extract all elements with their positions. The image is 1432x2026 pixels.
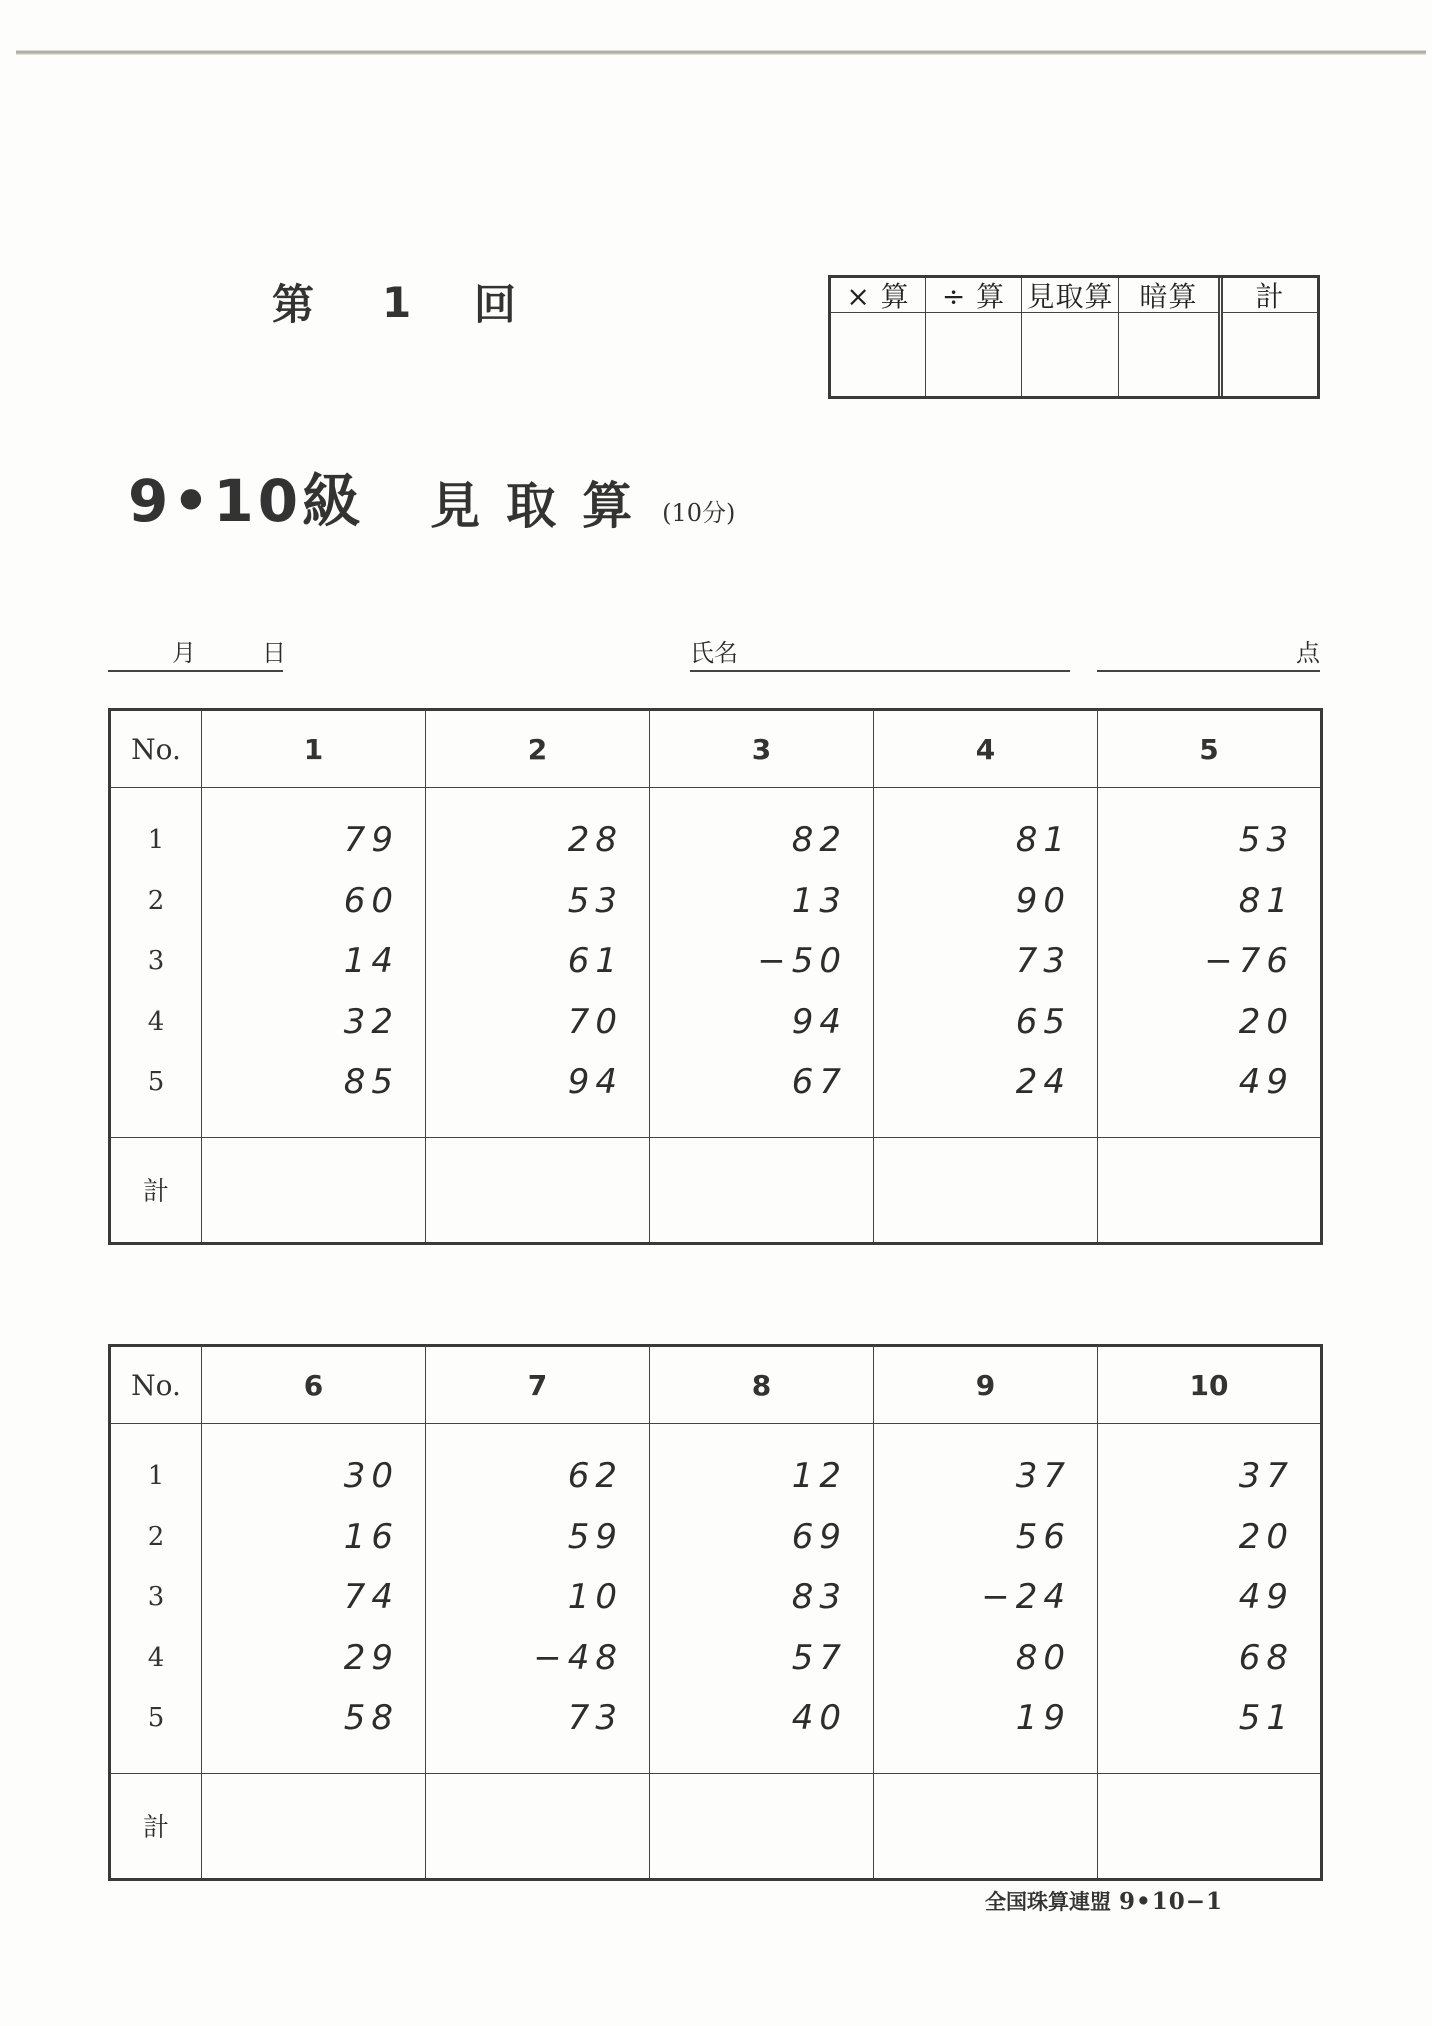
day-label: 日 (262, 639, 286, 667)
value: 59 (567, 1516, 623, 1557)
problem-column-5 (1098, 788, 1322, 1138)
total-label: 計 (110, 1137, 202, 1243)
table-data-row (110, 1424, 1322, 1774)
answer-cell[interactable] (650, 1773, 874, 1879)
value: 81 (1015, 820, 1071, 860)
score-col-multiplication (831, 278, 926, 396)
row-label: 2 (147, 885, 165, 916)
value: 29 (343, 1637, 399, 1678)
problem-number: 4 (874, 710, 1098, 788)
value: 10 (567, 1577, 623, 1617)
date-field[interactable] (108, 636, 286, 672)
row-label: 4 (147, 1006, 165, 1037)
points-field[interactable] (1097, 636, 1320, 672)
value: 30 (343, 1456, 399, 1496)
score-cell[interactable] (926, 313, 1021, 396)
value: 60 (343, 880, 399, 921)
value: 32 (343, 1001, 399, 1042)
problem-column-2 (426, 788, 650, 1138)
publisher-name: 全国珠算連盟 (985, 1890, 1111, 1914)
value: 94 (567, 1062, 623, 1102)
value: 20 (1238, 1516, 1294, 1557)
points-label: 点 (1296, 639, 1320, 667)
problem-column-10 (1098, 1424, 1322, 1774)
sheet-code: 9•10−1 (1119, 1888, 1223, 1915)
problem-column-4 (874, 788, 1098, 1138)
row-labels (110, 788, 202, 1138)
value: 53 (1238, 820, 1294, 860)
value: 67 (791, 1062, 847, 1102)
value: 65 (1015, 1001, 1071, 1042)
value: 83 (791, 1577, 847, 1617)
score-summary-table (828, 275, 1320, 399)
score-cell[interactable] (1223, 313, 1317, 396)
score-head: 見取算 (1022, 278, 1118, 313)
table-data-row (110, 788, 1322, 1138)
value: 56 (1015, 1516, 1071, 1557)
problem-number: 5 (1098, 710, 1322, 788)
page-title (128, 468, 735, 538)
month-label: 月 (172, 639, 196, 667)
value: 69 (791, 1516, 847, 1557)
score-col-division (926, 278, 1022, 396)
value: 49 (1238, 1062, 1294, 1102)
round-prefix: 第 (272, 280, 315, 329)
score-cell[interactable] (1022, 313, 1118, 396)
value: 13 (791, 880, 847, 921)
value: 14 (343, 941, 399, 981)
round-suffix: 回 (474, 280, 517, 329)
row-label: 1 (147, 1461, 165, 1491)
value: 82 (791, 820, 847, 860)
problem-table-2 (108, 1344, 1323, 1881)
score-col-mitorizan (1022, 278, 1119, 396)
row-label: 2 (147, 1521, 165, 1552)
problem-column-1 (202, 788, 426, 1138)
problem-number: 1 (202, 710, 426, 788)
time-limit: (10分) (662, 499, 736, 527)
row-label: 5 (147, 1703, 165, 1733)
problem-column-7 (426, 1424, 650, 1774)
value: 68 (1238, 1637, 1294, 1678)
footer (985, 1886, 1223, 1916)
value: 79 (343, 820, 399, 860)
value: 90 (1015, 880, 1071, 921)
value: 19 (1015, 1698, 1071, 1738)
value: −76 (1204, 941, 1294, 981)
value: 73 (567, 1698, 623, 1738)
value: −24 (981, 1577, 1071, 1617)
problem-number: 3 (650, 710, 874, 788)
value: 24 (1015, 1062, 1071, 1102)
problem-table-1 (108, 708, 1323, 1245)
value: 94 (791, 1001, 847, 1042)
problem-number: 9 (874, 1346, 1098, 1424)
answer-cell[interactable] (1098, 1773, 1322, 1879)
problem-column-6 (202, 1424, 426, 1774)
problem-column-3 (650, 788, 874, 1138)
answer-cell[interactable] (874, 1773, 1098, 1879)
problem-number: 7 (426, 1346, 650, 1424)
value: −50 (757, 941, 847, 981)
no-header: No. (110, 710, 202, 788)
total-row (110, 1137, 1322, 1243)
value: 37 (1015, 1456, 1071, 1496)
value: 70 (567, 1001, 623, 1042)
problem-column-9 (874, 1424, 1098, 1774)
value: 12 (791, 1456, 847, 1496)
value: 80 (1015, 1637, 1071, 1678)
row-labels (110, 1424, 202, 1774)
total-row (110, 1773, 1322, 1879)
name-label: 氏名 (690, 639, 738, 667)
score-cell[interactable] (1119, 313, 1218, 396)
value: 57 (791, 1637, 847, 1678)
row-label: 4 (147, 1642, 165, 1673)
page-top-edge (16, 50, 1426, 55)
problem-number: 2 (426, 710, 650, 788)
answer-cell[interactable] (874, 1137, 1098, 1243)
value: 53 (567, 880, 623, 921)
row-label: 1 (147, 825, 165, 855)
problem-number: 8 (650, 1346, 874, 1424)
value: 62 (567, 1456, 623, 1496)
value: 20 (1238, 1001, 1294, 1042)
score-col-anzan (1119, 278, 1223, 396)
value: 74 (343, 1577, 399, 1617)
value: 73 (1015, 941, 1071, 981)
problem-number: 10 (1098, 1346, 1322, 1424)
value: −48 (533, 1637, 623, 1678)
round-title (272, 272, 516, 332)
total-label: 計 (110, 1773, 202, 1879)
row-label: 3 (147, 946, 165, 976)
problem-number: 6 (202, 1346, 426, 1424)
answer-cell[interactable] (426, 1773, 650, 1879)
problem-column-8 (650, 1424, 874, 1774)
answer-cell[interactable] (202, 1773, 426, 1879)
answer-cell[interactable] (426, 1137, 650, 1243)
no-header: No. (110, 1346, 202, 1424)
score-col-total (1223, 278, 1317, 396)
score-head: 計 (1223, 278, 1317, 313)
value: 28 (567, 820, 623, 860)
score-head: 暗算 (1119, 278, 1218, 313)
value: 81 (1238, 880, 1294, 921)
value: 49 (1238, 1577, 1294, 1617)
value: 16 (343, 1516, 399, 1557)
table-header-row (110, 1346, 1322, 1424)
row-label: 3 (147, 1582, 165, 1612)
grade-label: 9•10級 (128, 467, 365, 535)
value: 85 (343, 1062, 399, 1102)
score-head: ÷ 算 (926, 278, 1021, 313)
exam-kind: 見取算 (430, 477, 659, 535)
round-number: 1 (382, 277, 412, 327)
score-cell[interactable] (831, 313, 925, 396)
value: 51 (1238, 1698, 1294, 1738)
answer-cell[interactable] (650, 1137, 874, 1243)
table-header-row (110, 710, 1322, 788)
value: 40 (791, 1698, 847, 1738)
row-label: 5 (147, 1067, 165, 1097)
name-field[interactable] (690, 636, 1070, 672)
answer-cell[interactable] (202, 1137, 426, 1243)
value: 61 (567, 941, 623, 981)
value: 37 (1238, 1456, 1294, 1496)
answer-cell[interactable] (1098, 1137, 1322, 1243)
value: 58 (343, 1698, 399, 1738)
score-head: × 算 (831, 278, 925, 313)
